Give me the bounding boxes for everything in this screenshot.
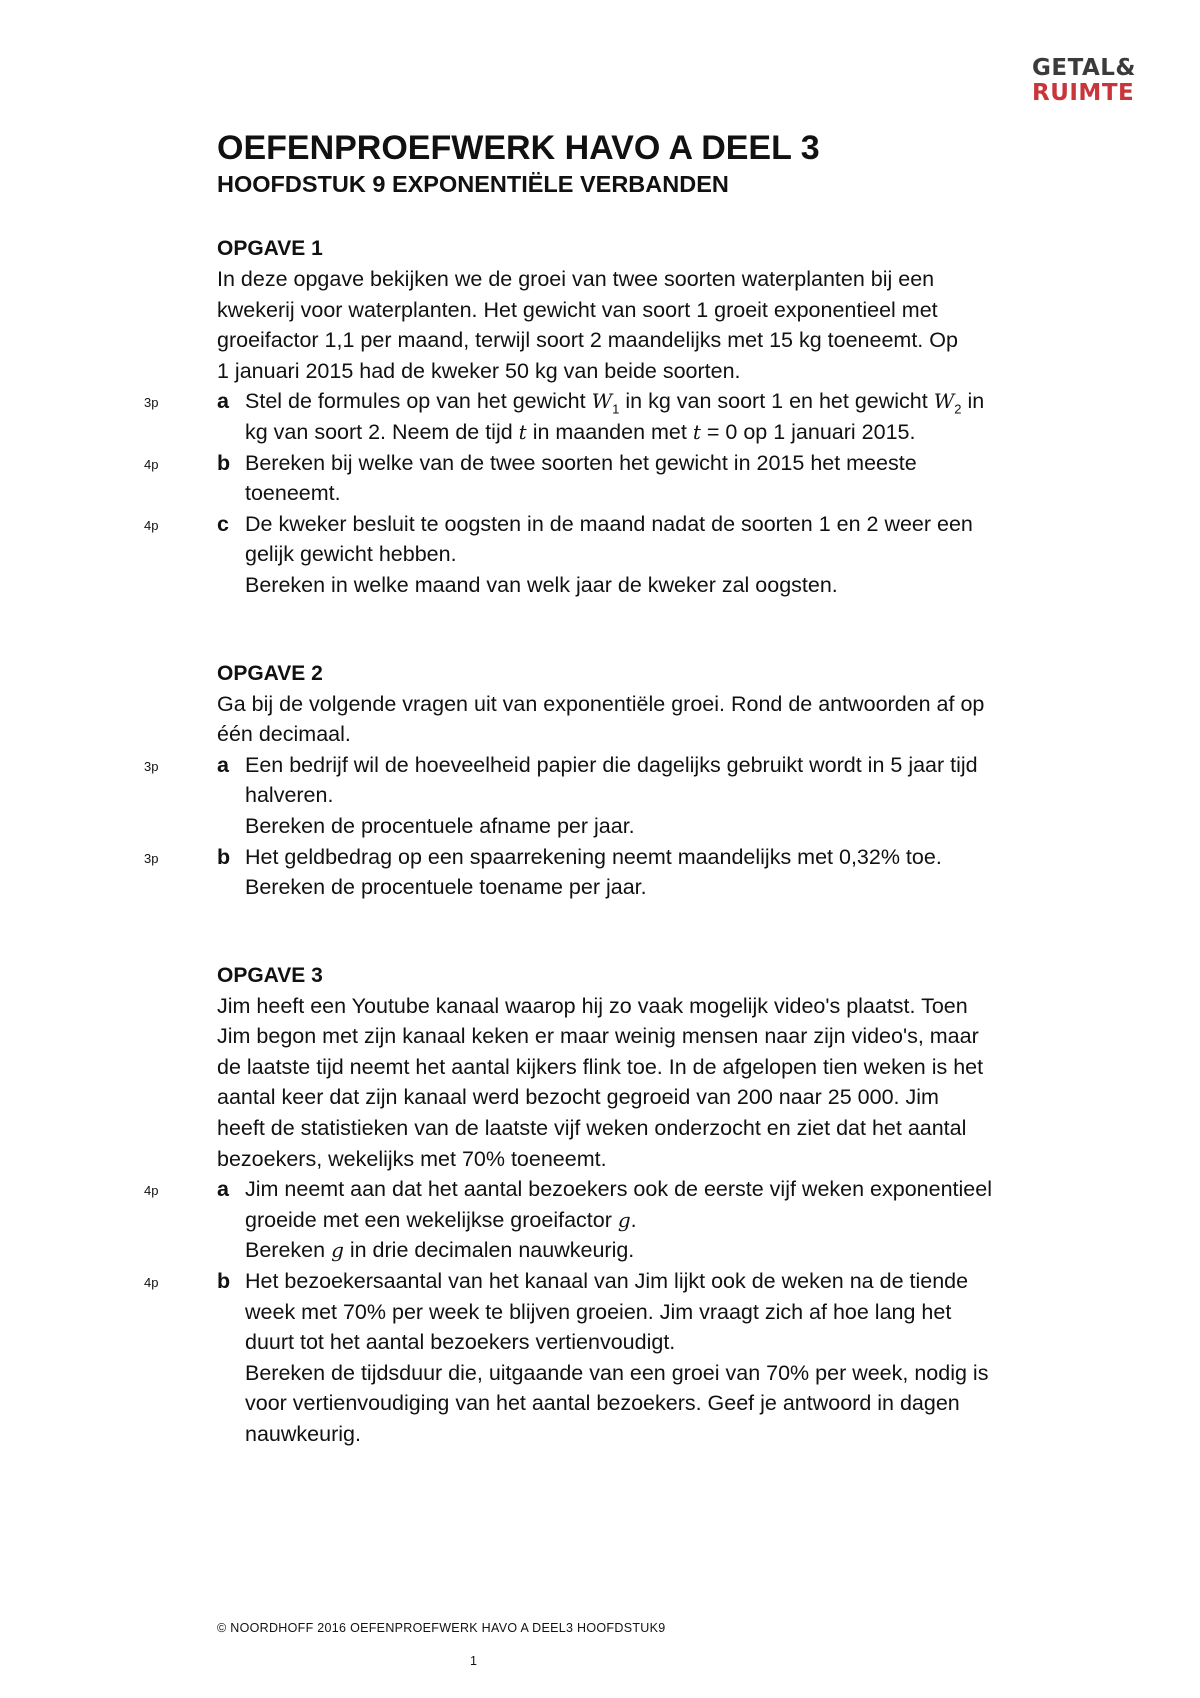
logo-line-2: RUIMTE bbox=[1031, 80, 1135, 106]
question-letter: a bbox=[217, 752, 229, 777]
math-var-t: t bbox=[692, 419, 701, 444]
question-1b bbox=[144, 448, 1097, 509]
question-line: De kweker besluit te oogsten in de maand nadat de soorten 1 en 2 weer een bbox=[245, 511, 973, 536]
question-line: Bereken in welke maand van welk jaar de kweker zal oogsten. bbox=[245, 572, 838, 597]
question-line bbox=[245, 386, 1097, 417]
question-1a bbox=[144, 386, 1097, 447]
subscript: 1 bbox=[612, 401, 620, 417]
question-line: gelijk gewicht hebben. bbox=[245, 542, 457, 567]
opgave-2-title: OPGAVE 2 bbox=[217, 661, 323, 685]
points-label: 4p bbox=[144, 1183, 159, 1199]
question-letter: b bbox=[217, 1269, 231, 1294]
points-label: 3p bbox=[144, 850, 159, 866]
opgave-3-intro-line: de laatste tijd neemt het aantal kijkers flink toe. In de afgelopen tien weken is het bbox=[217, 1054, 984, 1079]
footer-copyright: © NOORDHOFF 2016 OEFENPROEFWERK HAVO A DEEL3 HOOFDSTUK9 bbox=[217, 1621, 666, 1635]
opgave-3-intro-line: bezoekers, wekelijks met 70% toeneemt. bbox=[217, 1146, 607, 1171]
points-label: 4p bbox=[144, 517, 159, 533]
question-3b bbox=[144, 1266, 1097, 1450]
opgave-1-intro-line: 1 januari 2015 had de kweker 50 kg van beide soorten. bbox=[217, 358, 741, 383]
question-line: halveren. bbox=[245, 783, 334, 808]
question-2b bbox=[144, 842, 1097, 903]
page-number: 1 bbox=[470, 1654, 477, 1668]
math-var-W: W bbox=[591, 389, 613, 414]
text-span: in drie decimalen nauwkeurig. bbox=[343, 1238, 635, 1263]
text-span: in kg van soort 1 en het gewicht bbox=[619, 389, 934, 414]
question-line: Het geldbedrag op een spaarrekening neemt maandelijks met 0,32% toe. bbox=[245, 844, 942, 869]
opgave-3-intro-line: Jim heeft een Youtube kanaal waarop hij zo vaak mogelijk video's plaatst. Toen bbox=[217, 993, 968, 1018]
points-label: 4p bbox=[144, 456, 159, 472]
math-var-W: W bbox=[933, 389, 955, 414]
question-line: Bereken de tijdsduur die, uitgaande van een groei van 70% per week, nodig is bbox=[245, 1360, 989, 1385]
question-line: week met 70% per week te blijven groeien. Jim vraagt zich af hoe lang het bbox=[245, 1299, 952, 1324]
subscript: 2 bbox=[954, 401, 962, 417]
text-span: kg van soort 2. Neem de tijd bbox=[245, 419, 519, 444]
question-letter: a bbox=[217, 389, 229, 414]
text-span: in maanden met bbox=[526, 419, 693, 444]
opgave-3-title: OPGAVE 3 bbox=[217, 963, 323, 987]
question-letter: a bbox=[217, 1177, 229, 1202]
logo-line-1: GETAL& bbox=[1031, 55, 1136, 81]
opgave-1-title: OPGAVE 1 bbox=[217, 237, 323, 260]
question-1c bbox=[144, 509, 1097, 601]
math-var-t: t bbox=[518, 419, 527, 444]
opgave-2-intro-line: één decimaal. bbox=[217, 722, 351, 747]
text-span: Bereken bbox=[245, 1238, 332, 1263]
question-line: toeneemt. bbox=[245, 481, 341, 506]
text-span: groeide met een wekelijkse groeifactor bbox=[245, 1207, 618, 1232]
question-line: Jim neemt aan dat het aantal bezoekers ook de eerste vijf weken exponentieel bbox=[245, 1177, 992, 1202]
opgave-1-intro-line: kwekerij voor waterplanten. Het gewicht van soort 1 groeit exponentieel met bbox=[217, 297, 938, 322]
question-line: Bereken bij welke van de twee soorten het gewicht in 2015 het meeste bbox=[245, 450, 917, 475]
question-3a bbox=[144, 1174, 1097, 1266]
opgave-1-intro-line: In deze opgave bekijken we de groei van twee soorten waterplanten bij een bbox=[217, 267, 935, 291]
question-line: Bereken de procentuele toename per jaar. bbox=[245, 875, 647, 900]
question-letter: b bbox=[217, 450, 231, 475]
question-line: Het bezoekersaantal van het kanaal van Jim lijkt ook de weken na de tiende bbox=[245, 1269, 969, 1294]
opgave-3-intro-line: Jim begon met zijn kanaal keken er maar weinig mensen naar zijn video's, maar bbox=[217, 1024, 979, 1049]
question-line: Bereken de procentuele afname per jaar. bbox=[245, 813, 635, 838]
text-span: Stel de formules op van het gewicht bbox=[245, 389, 592, 414]
question-letter: b bbox=[217, 844, 231, 869]
opgave-1-intro-line: groeifactor 1,1 per maand, terwijl soort 2 maandelijks met 15 kg toeneemt. Op bbox=[217, 328, 958, 353]
opgave-3 bbox=[144, 961, 1097, 1450]
points-label: 3p bbox=[144, 395, 159, 411]
text-span: in bbox=[961, 389, 985, 414]
page-subtitle: HOOFDSTUK 9 EXPONENTIËLE VERBANDEN bbox=[217, 171, 729, 197]
opgave-3-intro-line: heeft de statistieken van de laatste vijf weken onderzocht en ziet dat het aantal bbox=[217, 1116, 967, 1141]
question-line bbox=[245, 417, 1097, 448]
text-span: = 0 op 1 januari 2015. bbox=[700, 419, 916, 444]
text-span: . bbox=[630, 1207, 637, 1232]
question-line: Een bedrijf wil de hoeveelheid papier die dagelijks gebruikt wordt in 5 jaar tijd bbox=[245, 752, 978, 777]
question-line: voor vertienvoudiging van het aantal bezoekers. Geef je antwoord in dagen bbox=[245, 1391, 960, 1416]
question-letter: c bbox=[217, 511, 229, 536]
document-body bbox=[144, 128, 1097, 1450]
question-line bbox=[245, 1235, 1097, 1266]
question-line: duurt tot het aantal bezoekers vertienvoudigt. bbox=[245, 1330, 676, 1355]
opgave-2 bbox=[144, 659, 1097, 903]
math-var-g: g bbox=[617, 1207, 631, 1232]
question-line: nauwkeurig. bbox=[245, 1422, 361, 1446]
opgave-1 bbox=[144, 234, 1097, 601]
points-label: 3p bbox=[144, 758, 159, 774]
points-label: 4p bbox=[144, 1275, 159, 1291]
opgave-3-intro-line: aantal keer dat zijn kanaal werd bezocht gegroeid van 200 naar 25 000. Jim bbox=[217, 1085, 939, 1110]
opgave-2-intro-line: Ga bij de volgende vragen uit van exponentiële groei. Rond de antwoorden af op bbox=[217, 691, 985, 716]
math-var-g: g bbox=[331, 1238, 344, 1263]
getal-ruimte-logo bbox=[1032, 56, 1136, 106]
question-line bbox=[245, 1205, 1097, 1236]
page-title: OEFENPROEFWERK HAVO A DEEL 3 bbox=[217, 129, 820, 167]
question-2a bbox=[144, 750, 1097, 842]
